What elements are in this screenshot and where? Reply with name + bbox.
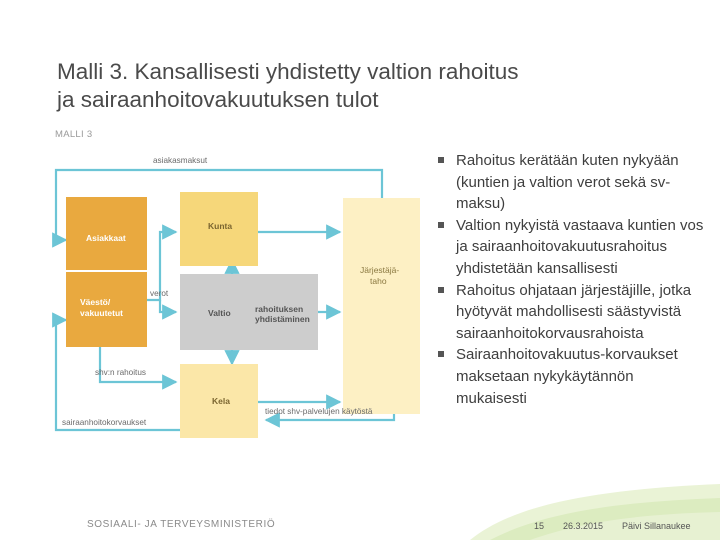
label-tiedot: tiedot shv-palvelujen käytöstä [265,407,373,416]
arrow-verot-valtio [160,300,176,312]
bullet-item [436,344,704,409]
footer-ministry: SOSIAALI- JA TERVEYSMINISTERIÖ [87,519,276,530]
bullet-item [436,280,704,345]
label-vaesto-line-2: vakuutetut [80,308,123,318]
label-rahoitus-line-2: yhdistäminen [255,314,310,324]
bullet-text: Rahoitus ohjataan järjestäjille, jotka hyötyvät mahdollisesti säästyvistä sairaanhoitokorvausrahoista [456,281,692,342]
bullet-text: Valtion nykyistä vastaava kuntien vos ja sairaanhoitovakuutusrahoitus yhdistetään kansallisesti [456,216,704,277]
label-jarjestaja [360,265,399,287]
bullet-marker-icon [438,222,444,228]
label-kunta: Kunta [208,221,233,231]
bullet-item [436,150,704,215]
label-rahoituksen-yhdistaminen [255,304,310,324]
slide-title-line-1: Malli 3. Kansallisesti yhdistetty valtion rahoitus [57,59,519,84]
bullet-list [436,150,704,409]
label-rahoitus-line-1: rahoituksen [255,304,304,314]
label-asiakasmaksut: asiakasmaksut [153,156,208,165]
bullet-marker-icon [438,287,444,293]
bullet-text: Sairaanhoitovakuutus-korvaukset maksetaan nykykäytännön mukaisesti [456,346,678,407]
label-valtio: Valtio [208,308,231,318]
label-jarjestaja-line-2: taho [370,276,387,286]
label-vaesto [80,297,123,319]
footer-date: 26.3.2015 [563,521,604,531]
label-asiakkaat: Asiakkaat [86,233,126,243]
label-kela: Kela [212,396,230,406]
label-vaesto-line-1: Väestö/ [80,297,111,307]
footer-page-number: 15 [534,521,545,531]
box-jarjestaja [343,198,420,414]
bullet-marker-icon [438,351,444,357]
label-verot: verot [150,289,169,298]
slide-title-line-2: ja sairaanhoitovakuutuksen tulot [57,87,379,112]
bullet-text: Rahoitus kerätään kuten nykyään (kuntien ja valtion verot sekä sv-maksu) [456,152,679,213]
label-sairaanhoitokorvaukset: sairaanhoitokorvaukset [62,418,147,427]
bullet-marker-icon [438,157,444,163]
label-shv-rahoitus: shv:n rahoitus [95,368,146,377]
model-sublabel: MALLI 3 [55,129,93,140]
bullet-item [436,215,704,280]
label-jarjestaja-line-1: Järjestäjä- [360,265,400,275]
footer-author: Päivi Sillanaukee [622,521,691,531]
